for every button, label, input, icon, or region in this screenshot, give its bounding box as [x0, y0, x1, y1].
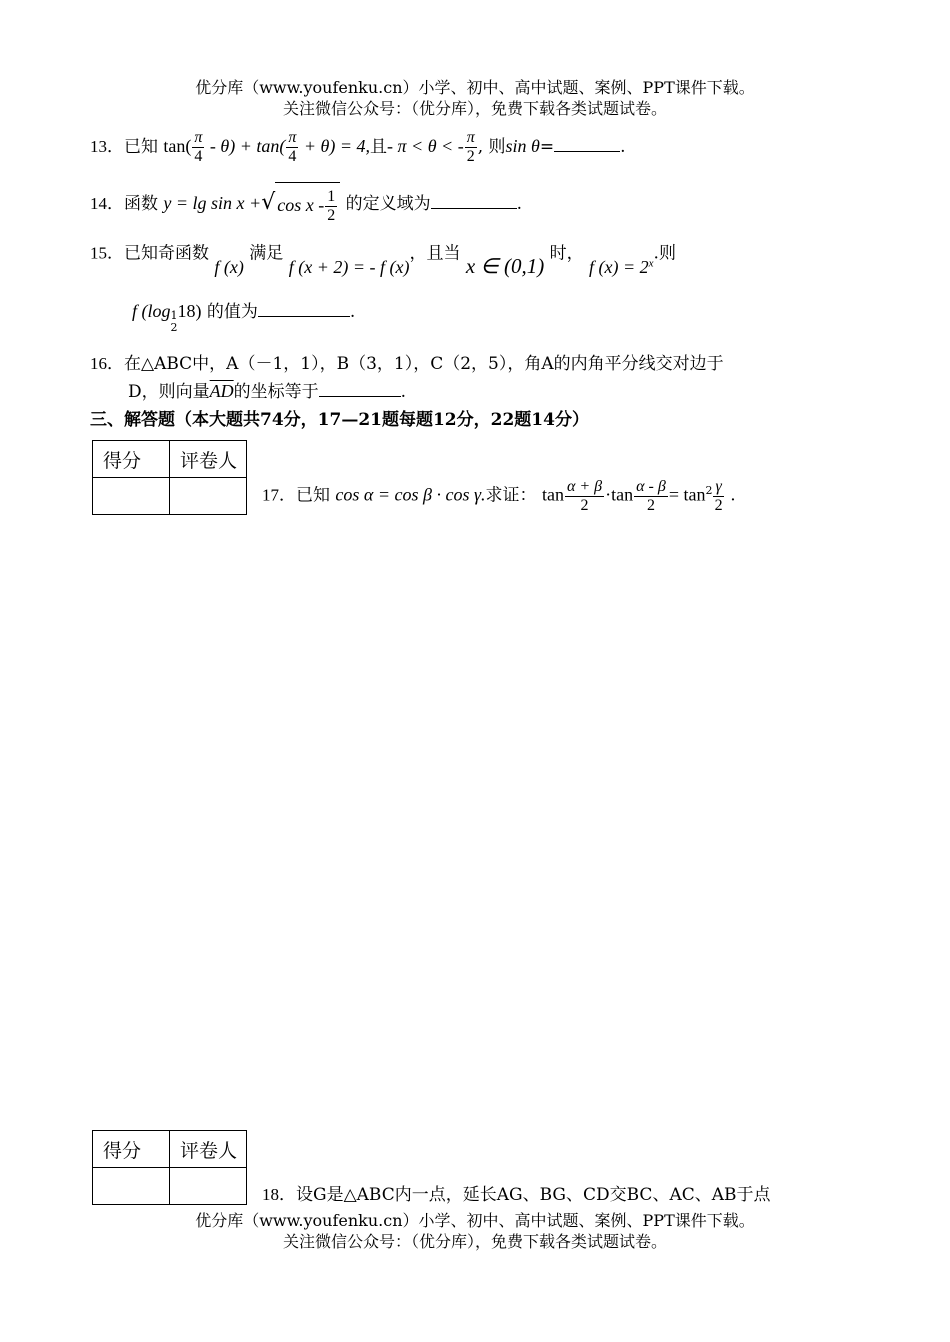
q17-text: 已知 [296, 485, 330, 506]
q17-text2: 求证： [485, 485, 537, 506]
question-18 [262, 1183, 771, 1207]
q15-text5: .则 [653, 243, 676, 264]
score-cell [93, 1168, 170, 1205]
grader-header: 评卷人 [170, 1131, 247, 1168]
fraction-alpha-plus-beta: $\frac{\alpha + \beta}{2}$ [566, 477, 603, 514]
q15-end: . [349, 302, 356, 322]
fraction-alpha-minus-beta: $\frac{\alpha - \beta}{2}$ [636, 477, 666, 514]
question-14 [90, 181, 522, 225]
fraction-gamma-half: $\frac{\gamma}{2}$ [714, 477, 723, 514]
q13-eq: = [539, 137, 555, 157]
score-cell [93, 478, 170, 515]
question-number: 14． [90, 194, 124, 213]
q15-text3: ，且当 [409, 243, 461, 264]
q14-text2: 的定义域为 [345, 194, 431, 214]
q15-flog: f (log [132, 301, 171, 321]
score-header: 得分 [93, 441, 170, 478]
q15-log-base: 1 2 [170, 309, 178, 334]
question-16 [90, 352, 724, 376]
question-number: 13． [90, 137, 124, 156]
q13-expr-a: - θ) + tan( [205, 136, 286, 156]
header-line-2: 关注微信公众号：（优分库），免费下载各类试题试卷。 [282, 99, 667, 118]
q17-square: 2 [705, 484, 713, 497]
answer-blank-13 [554, 150, 620, 152]
q17-dot: ·tan [605, 484, 634, 505]
q13-end: . [620, 137, 626, 157]
q15-range: x ∈ (0,1) [465, 253, 545, 278]
footer-line-2: 关注微信公众号：（优分库），免费下载各类试题试卷。 [282, 1232, 667, 1251]
answer-blank-16 [319, 395, 401, 397]
header-line-1: 优分库（www.youfenku.cn）小学、初中、高中试题、案例、PPT课件下载。 [195, 78, 755, 97]
q17-end: . [730, 485, 736, 506]
section-title: 三、解答题（本大题共74分，17—21题每题12分，22题14分） [90, 410, 589, 430]
q13-range: - π < θ < - [387, 136, 464, 156]
score-table-2 [92, 1130, 247, 1205]
q15-arg: 18) [177, 301, 202, 321]
q16-text2b: 的坐标等于 [233, 382, 319, 402]
q14-end: . [516, 194, 523, 214]
grader-header: 评卷人 [170, 441, 247, 478]
q17-tan: tan [541, 484, 564, 505]
q15-eq: f (x + 2) = - f (x) [288, 256, 410, 277]
answer-blank-14 [431, 207, 517, 209]
q14-expr: y = lg sin x + [163, 193, 262, 213]
question-13 [90, 124, 626, 168]
question-17 [262, 466, 736, 516]
q15-def: f $(x) = 2^x$ [589, 256, 654, 277]
answer-blank-15 [258, 315, 350, 317]
q17-condition: cos α = cos β · cos γ. [335, 484, 486, 505]
sqrt-body: cos x - $\frac{1}{2}$ [275, 182, 340, 228]
q15-text2: 满足 [249, 243, 284, 264]
question-16-line2 [128, 378, 406, 405]
fraction-pi-over-2: $\frac{\pi}{2}$ [466, 129, 475, 165]
q15-text4: 时， [549, 243, 584, 264]
fraction-pi-over-4-b: $\frac{\pi}{4}$ [288, 129, 297, 165]
q16-end: . [400, 382, 407, 402]
sqrt-symbol: √ [261, 190, 276, 215]
grader-cell [170, 478, 247, 515]
q13-sin: sin θ [505, 136, 540, 156]
footer-line-1: 优分库（www.youfenku.cn）小学、初中、高中试题、案例、PPT课件下载。 [195, 1211, 755, 1230]
grader-cell [170, 1168, 247, 1205]
vector-ad: $\overline{AD}$ [209, 381, 234, 401]
question-number: 18． [262, 1185, 296, 1204]
fraction-one-half: $\frac{1}{2}$ [327, 187, 336, 224]
q16-text2a: D，则向量 [128, 382, 210, 402]
q13-ze: , 则 [477, 137, 506, 157]
q13-expr-b: + θ) = 4, [299, 136, 371, 156]
q15-text: 已知奇函数 [124, 243, 209, 264]
question-number: 15． [90, 243, 124, 263]
q13-qie: 且 [370, 137, 388, 157]
q17-eq: = tan [668, 484, 706, 505]
q15-text6: 的值为 [206, 302, 258, 322]
q16-text1: 在△ABC中，A（－1，1），B（3，1），C（2，5），角A的内角平分线交对边于 [124, 354, 724, 374]
q14-text: 函数 [124, 194, 158, 214]
fraction-pi-over-4: $\frac{\pi}{4}$ [194, 129, 203, 165]
question-15-line2 [132, 296, 355, 340]
q13-text: 已知 [124, 137, 158, 157]
score-header: 得分 [93, 1131, 170, 1168]
question-15 [90, 234, 676, 278]
score-table-1 [92, 440, 247, 515]
q13-tan: tan( [163, 136, 192, 156]
question-number: 16． [90, 354, 124, 373]
q15-fx: f (x) [214, 256, 244, 277]
question-number: 17． [262, 485, 296, 505]
q18-text: 设G是△ABC内一点，延长AG、BG、CD交BC、AC、AB于点 [296, 1185, 771, 1205]
